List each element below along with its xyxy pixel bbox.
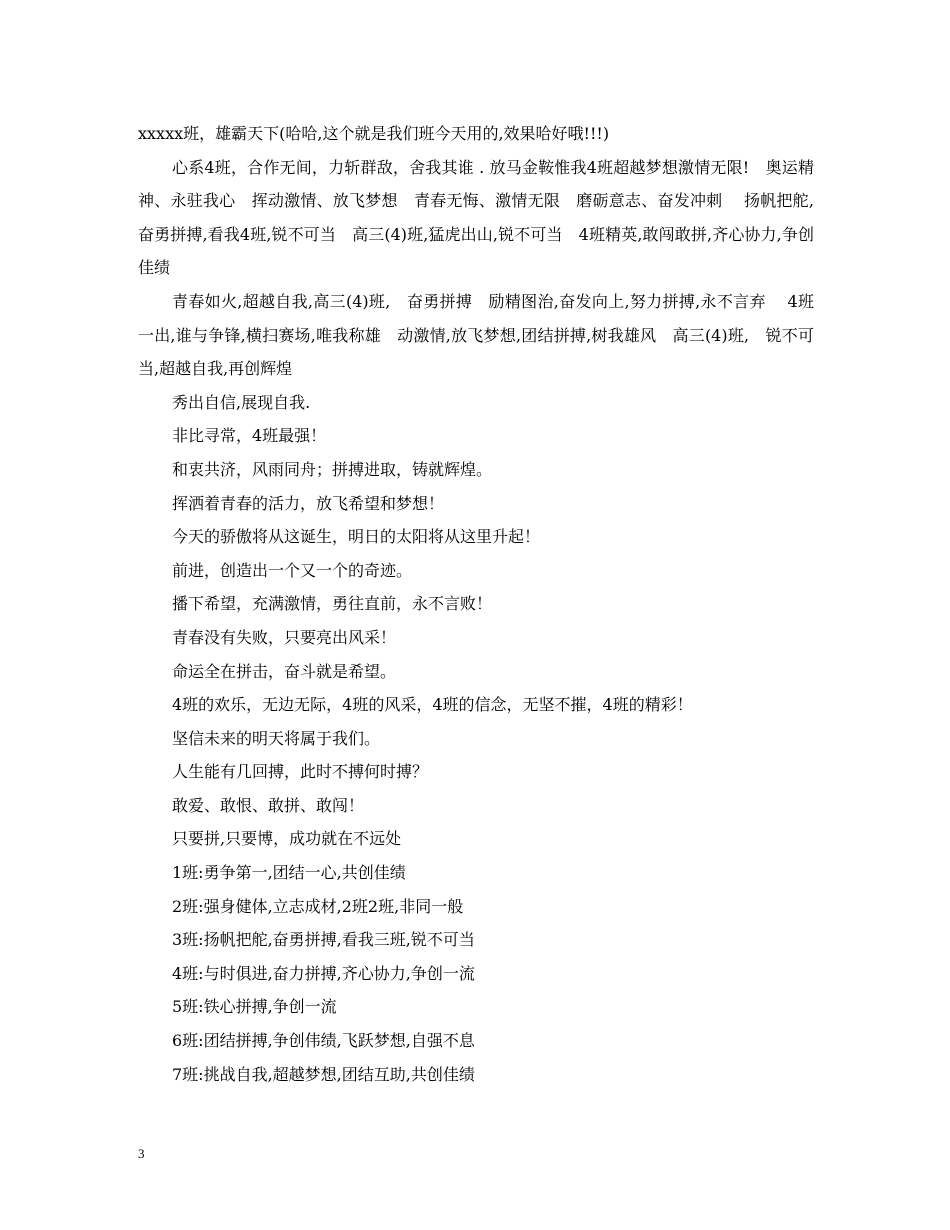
slogan-line: 青春没有失败，只要亮出风采！ <box>172 627 397 647</box>
paragraph-intro: xxxxx班，雄霸天下(哈哈,这个就是我们班今天用的,效果哈好哦!!!) <box>138 124 610 143</box>
slogan-line: 非比寻常，4班最强！ <box>172 426 327 446</box>
slogan-line: 敢爱、敢恨、敢拼、敢闯！ <box>172 795 365 815</box>
class-slogan-line: 6班:团结拼搏,争创伟绩,飞跃梦想,自强不息 <box>172 1031 475 1051</box>
slogan-line: 秀出自信,展现自我. <box>172 392 311 412</box>
slogan-line: 今天的骄傲将从这诞生，明日的太阳将从这里升起！ <box>172 527 541 547</box>
class-slogan-line: 1班:勇争第一,团结一心,共创佳绩 <box>172 863 406 883</box>
slogan-line: 只要拼,只要博，成功就在不远处 <box>172 829 402 849</box>
class-slogan-line: 2班:强身健体,立志成材,2班2班,非同一般 <box>172 896 464 916</box>
paragraph-slogans-1: 心系4班，合作无间，力斩群敌，舍我其谁 . 放马金鞍惟我4班超越梦想激情无限! 奥运精神、永驻我心 挥动激情、放飞梦想 青春无悔、激情无限 磨砺意志、奋发冲刺 扬帆把舵,奋勇拼搏,看我4班,锐不可当 高三(4)班,猛虎出山,锐不可当 4班精英,敢闯敢拼,齐心协力,争创佳绩 <box>138 157 814 278</box>
class-slogan-line: 5班:铁心拼搏,争创一流 <box>172 997 337 1017</box>
slogan-line: 播下希望，充满激情，勇往直前，永不言败！ <box>172 594 493 614</box>
class-slogan-line: 7班:挑战自我,超越梦想,团结互助,共创佳绩 <box>172 1064 475 1084</box>
slogan-line: 4班的欢乐，无边无际，4班的风采，4班的信念，无坚不摧，4班的精彩！ <box>172 695 693 715</box>
slogan-line: 前进，创造出一个又一个的奇迹。 <box>172 560 413 580</box>
class-slogan-line: 4班:与时俱进,奋力拼搏,齐心协力,争创一流 <box>172 963 475 983</box>
page-number: 3 <box>138 1146 145 1161</box>
slogan-line: 和衷共济，风雨同舟；拼搏进取，铸就辉煌。 <box>172 459 493 479</box>
paragraph-slogans-2: 青春如火,超越自我,高三(4)班, 奋勇拼搏 励精图治,奋发向上,努力拼搏,永不言弃 4班一出,谁与争锋,横扫赛场,唯我称雄 动激情,放飞梦想,团结拼搏,树我雄风 高三(4)班, 锐不可当,超越自我,再创辉煌 <box>138 291 814 379</box>
slogan-line: 挥洒着青春的活力，放飞希望和梦想！ <box>172 493 445 513</box>
slogan-line: 人生能有几回搏，此时不搏何时搏？ <box>172 762 429 782</box>
slogan-line: 命运全在拼击，奋斗就是希望。 <box>172 661 397 681</box>
slogan-line: 坚信未来的明天将属于我们。 <box>172 728 381 748</box>
document-body <box>138 117 814 1091</box>
class-slogan-line: 3班:扬帆把舵,奋勇拼搏,看我三班,锐不可当 <box>172 930 475 950</box>
